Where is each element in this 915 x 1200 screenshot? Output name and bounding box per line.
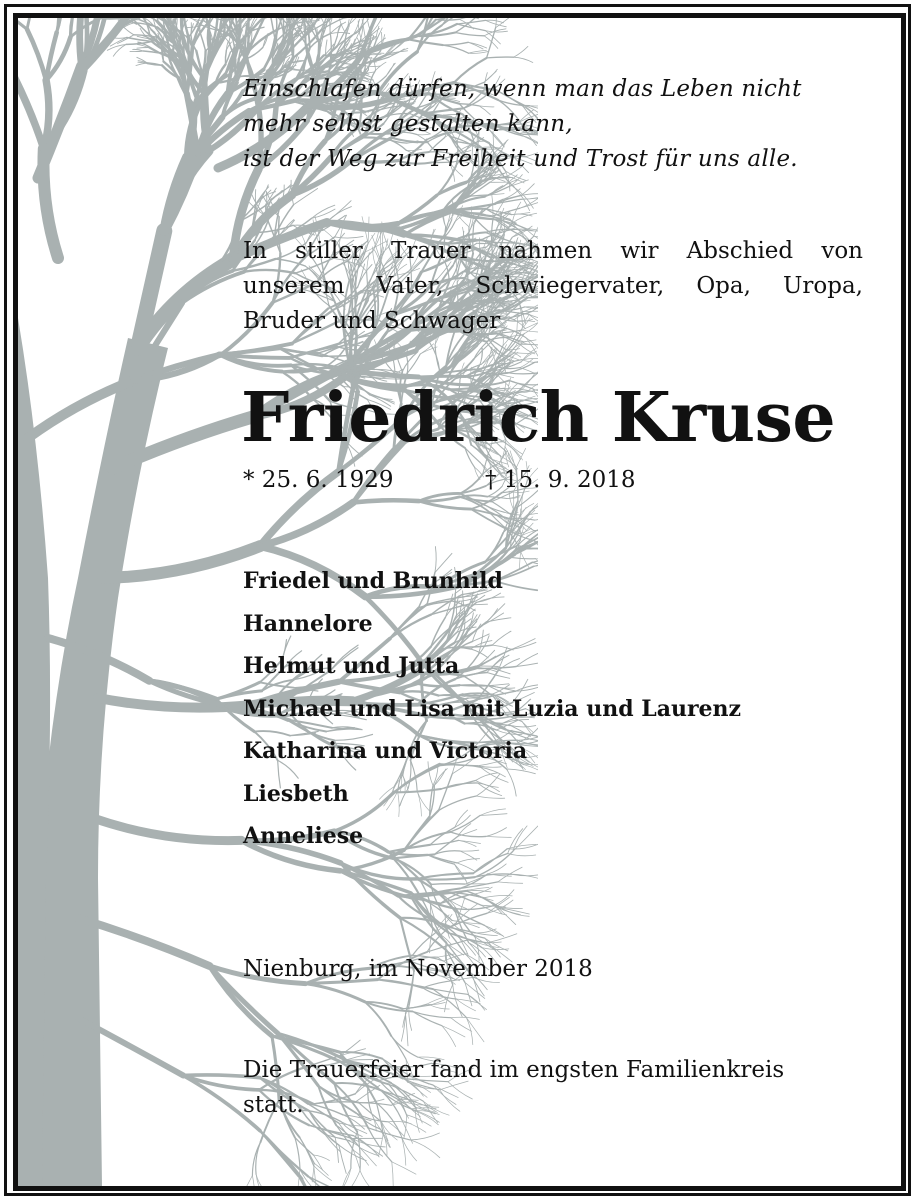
note-line: statt. xyxy=(243,1092,304,1118)
mourner-entry: Michael und Lisa mit Luzia und Laurenz xyxy=(243,695,742,722)
mourner-entry: Hannelore xyxy=(243,610,373,637)
intro-text xyxy=(243,234,863,339)
mourner-entry: Anneliese xyxy=(243,823,364,849)
birth-date: * 25. 6. 1929 xyxy=(243,467,394,493)
mourner-entry: Helmut und Jutta xyxy=(243,653,460,679)
death-date: † 15. 9. 2018 xyxy=(485,467,636,493)
motto-verse xyxy=(243,72,868,177)
note-line: Die Trauerfeier fand im engsten Familienkreis xyxy=(243,1057,785,1083)
intro-line: Bruder und Schwager xyxy=(243,308,501,334)
motto-line: Einschlafen dürfen, wenn man das Leben nicht xyxy=(243,76,802,102)
mourner-entry: Liesbeth xyxy=(243,780,349,807)
intro-line: In stiller Trauer nahmen wir Abschied von xyxy=(243,238,863,264)
mourners-list xyxy=(243,560,741,858)
obituary-card xyxy=(13,13,906,1191)
mourner-entry: Friedel und Brunhild xyxy=(243,568,503,594)
place-and-date: Nienburg, im November 2018 xyxy=(243,956,593,982)
deceased-name: Friedrich Kruse xyxy=(241,378,836,458)
mourner-entry: Katharina und Victoria xyxy=(243,738,528,764)
motto-line: mehr selbst gestalten kann, xyxy=(243,111,573,137)
funeral-note xyxy=(243,1053,868,1123)
life-dates xyxy=(243,465,636,495)
motto-line: ist der Weg zur Freiheit und Trost für uns alle. xyxy=(243,146,798,172)
intro-line: unserem Vater, Schwiegervater, Opa, Uropa, xyxy=(243,273,863,299)
